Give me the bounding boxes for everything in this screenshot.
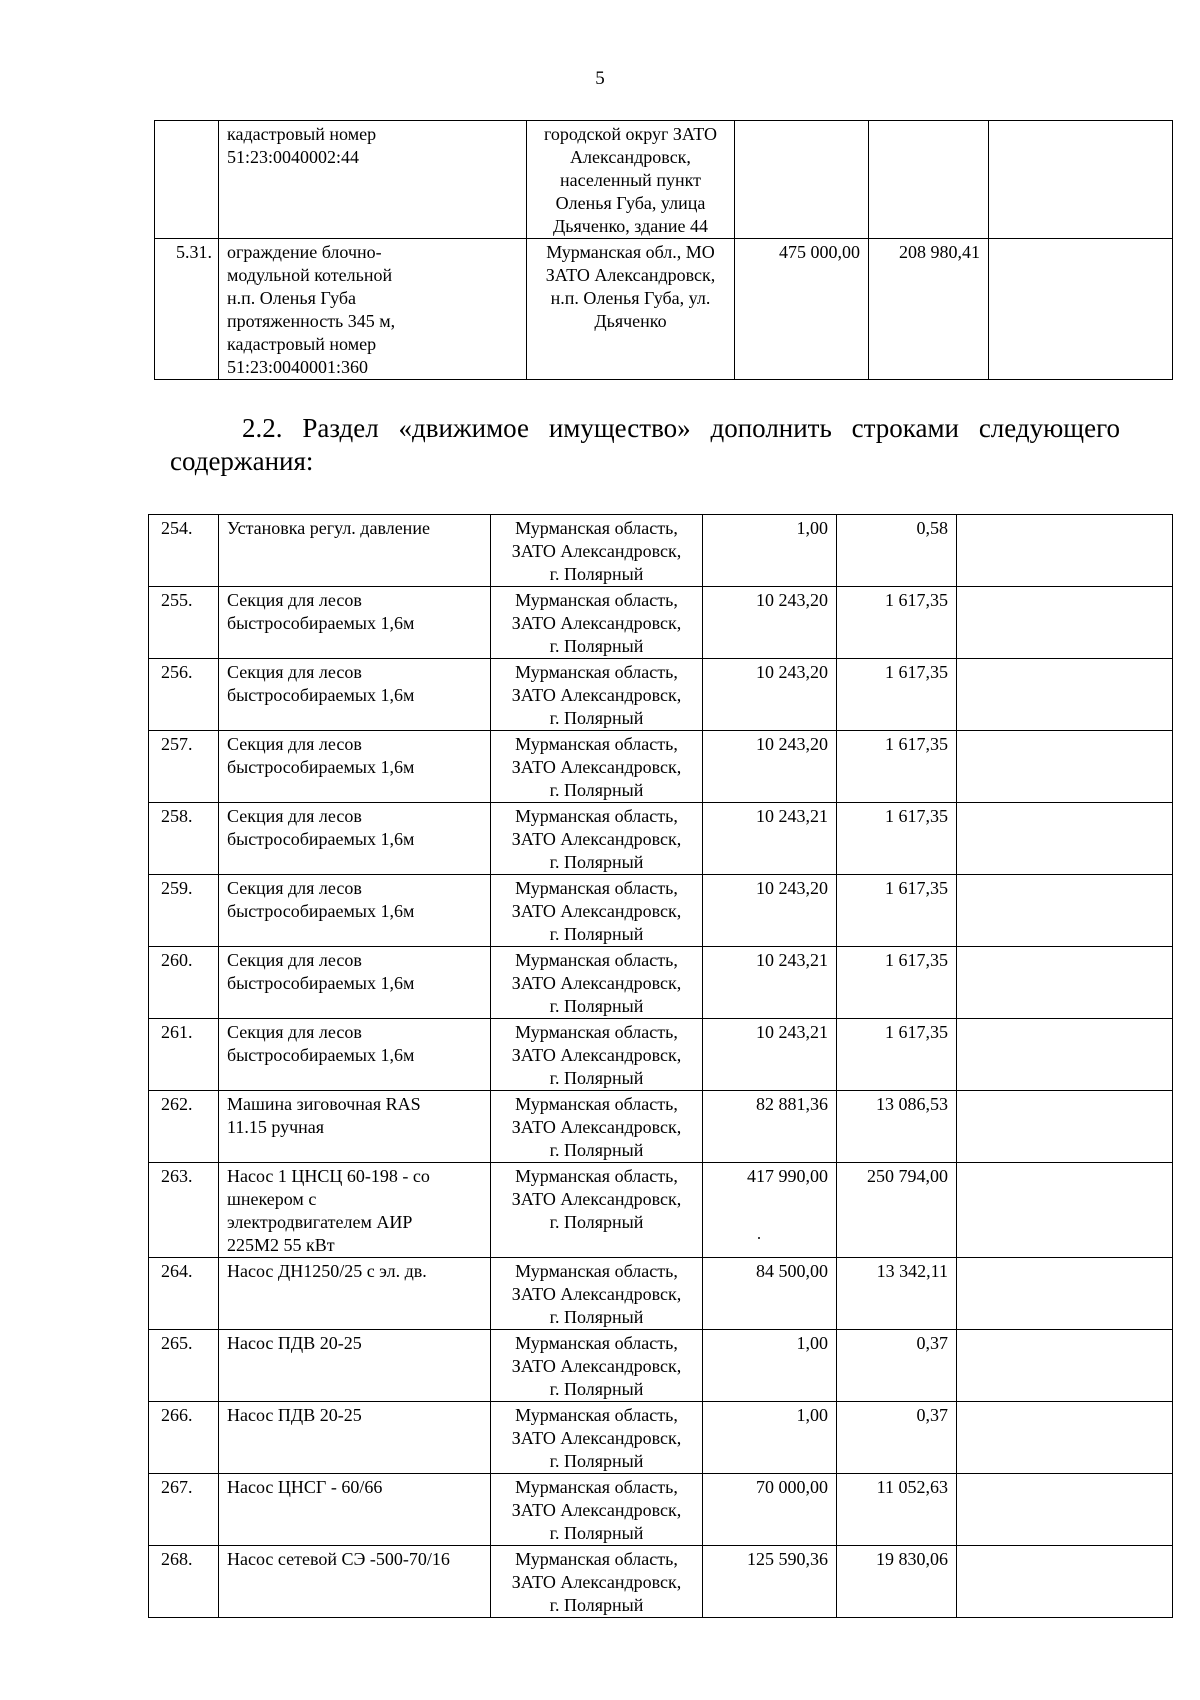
table-row	[149, 1330, 1173, 1402]
item-address-line: Мурманская область,	[515, 1333, 678, 1353]
item-name-line: шнекером с	[227, 1189, 317, 1209]
paragraph-line-1	[170, 412, 1120, 445]
item-name-line: электродвигателем АИР	[227, 1212, 413, 1232]
row-number-line: 263.	[161, 1166, 193, 1186]
item-name	[219, 1019, 491, 1091]
residual-value	[837, 1258, 957, 1330]
item-address-line: Мурманская область,	[515, 1477, 678, 1497]
row-number-line: 264.	[161, 1261, 193, 1281]
item-address	[491, 1330, 703, 1402]
book-value-line: 10 243,21	[756, 1022, 828, 1042]
row-number-line: 268.	[161, 1549, 193, 1569]
empty-cell	[957, 875, 1173, 947]
item-name-line: Секция для лесов	[227, 662, 362, 682]
row-number	[149, 515, 219, 587]
book-value	[703, 1163, 837, 1258]
residual-value	[837, 731, 957, 803]
item-address	[527, 121, 735, 239]
residual-value	[837, 659, 957, 731]
item-address-line: населенный пункт	[560, 170, 701, 190]
item-name-line: Насос 1 ЦНСЦ 60-198 - со	[227, 1166, 430, 1186]
table-row	[149, 587, 1173, 659]
item-address	[527, 239, 735, 380]
item-name	[219, 587, 491, 659]
empty-cell	[957, 1091, 1173, 1163]
row-number-line: 255.	[161, 590, 193, 610]
item-address	[491, 1163, 703, 1258]
item-name-line: н.п. Оленья Губа	[227, 288, 356, 308]
book-value-line: 70 000,00	[756, 1477, 828, 1497]
item-address-line: г. Полярный	[549, 564, 644, 584]
item-name-line: Насос ПДВ 20-25	[227, 1333, 362, 1353]
residual-value-line: 19 830,06	[876, 1549, 948, 1569]
item-name	[219, 1474, 491, 1546]
row-number-line: 267.	[161, 1477, 193, 1497]
table-row	[149, 1546, 1173, 1618]
item-address-line: Мурманская область,	[515, 1549, 678, 1569]
item-address-line: ЗАТО Александровск,	[511, 1428, 682, 1448]
item-address-line: ЗАТО Александровск,	[511, 613, 682, 633]
residual-value	[837, 1474, 957, 1546]
book-value	[703, 731, 837, 803]
item-address	[491, 587, 703, 659]
table-row	[155, 239, 1173, 380]
paragraph-line-2: содержания:	[170, 446, 314, 476]
table-row	[149, 1163, 1173, 1258]
item-address-line: г. Полярный	[549, 996, 644, 1016]
row-number	[149, 1546, 219, 1618]
residual-value-line: 11 052,63	[876, 1477, 948, 1497]
item-name	[219, 1163, 491, 1258]
row-number	[149, 1258, 219, 1330]
residual-value-line: 1 617,35	[885, 1022, 948, 1042]
book-value	[703, 1258, 837, 1330]
item-address-line: г. Полярный	[549, 852, 644, 872]
item-address-line: г. Полярный	[549, 1379, 644, 1399]
book-value	[703, 875, 837, 947]
item-address-line: ЗАТО Александровск,	[511, 1572, 682, 1592]
book-value	[703, 1330, 837, 1402]
item-name	[219, 239, 527, 380]
item-name-line: быстрособираемых 1,6м	[227, 685, 415, 705]
item-name-line: модульной котельной	[227, 265, 393, 285]
item-name	[219, 1258, 491, 1330]
book-value	[703, 803, 837, 875]
paragraph-word: имущество»	[548, 413, 691, 443]
row-number-line: 258.	[161, 806, 193, 826]
empty-cell	[957, 1474, 1173, 1546]
book-value-line: 82 881,36	[756, 1094, 828, 1114]
item-address-line: Мурманская область,	[515, 1261, 678, 1281]
item-name	[219, 121, 527, 239]
item-address-line: Мурманская область,	[515, 590, 678, 610]
residual-value	[837, 587, 957, 659]
item-name-line: 11.15 ручная	[227, 1117, 325, 1137]
item-address-line: Дьяченко	[594, 311, 667, 331]
residual-value-line: 1 617,35	[885, 590, 948, 610]
item-address-line: ЗАТО Александровск,	[511, 1356, 682, 1376]
table-row	[149, 1474, 1173, 1546]
item-name-line: Секция для лесов	[227, 734, 362, 754]
item-name	[219, 947, 491, 1019]
empty-cell	[989, 239, 1173, 380]
empty-cell	[957, 1330, 1173, 1402]
residual-value-line: 1 617,35	[885, 878, 948, 898]
book-value-line: 10 243,20	[756, 878, 828, 898]
empty-cell	[989, 121, 1173, 239]
row-number	[149, 731, 219, 803]
table-row	[149, 1402, 1173, 1474]
item-name-line: ограждение блочно-	[227, 242, 382, 262]
item-name-line: 51:23:0040001:360	[227, 357, 369, 377]
item-address-line: ЗАТО Александровск,	[511, 757, 682, 777]
item-address-line: ЗАТО Александровск,	[511, 1500, 682, 1520]
item-name	[219, 659, 491, 731]
item-name	[219, 803, 491, 875]
book-value-line: 10 243,20	[756, 734, 828, 754]
item-name-line: Установка регул. давление	[227, 518, 430, 538]
item-name-line: Насос ЦНСГ - 60/66	[227, 1477, 383, 1497]
row-number	[149, 1163, 219, 1258]
empty-cell	[957, 1258, 1173, 1330]
item-name-line: быстрособираемых 1,6м	[227, 757, 415, 777]
item-address-line: г. Полярный	[549, 1068, 644, 1088]
item-name-line: кадастровый номер	[227, 124, 377, 144]
residual-value	[837, 1019, 957, 1091]
item-name	[219, 1091, 491, 1163]
residual-value	[869, 239, 989, 380]
item-address-line: ЗАТО Александровск,	[511, 1045, 682, 1065]
item-name	[219, 515, 491, 587]
residual-value	[837, 1546, 957, 1618]
row-number-line: 256.	[161, 662, 193, 682]
item-name-line: кадастровый номер	[227, 334, 377, 354]
item-address-line: г. Полярный	[549, 1595, 644, 1615]
residual-value	[837, 947, 957, 1019]
item-name-line: Секция для лесов	[227, 1022, 362, 1042]
book-value	[703, 1546, 837, 1618]
item-name-line: Насос ПДВ 20-25	[227, 1405, 362, 1425]
residual-value-line: 1 617,35	[885, 806, 948, 826]
table-row	[149, 659, 1173, 731]
item-address-line: городской округ ЗАТО	[543, 124, 718, 144]
item-name	[219, 1546, 491, 1618]
paragraph-word: дополнить	[710, 413, 832, 443]
item-address	[491, 731, 703, 803]
scan-speck	[758, 1237, 760, 1239]
item-address-line: Мурманская область,	[515, 1022, 678, 1042]
row-number-line: 5.31.	[176, 242, 212, 262]
item-address-line: Оленья Губа, улица	[555, 193, 706, 213]
item-address-line: Мурманская область,	[515, 662, 678, 682]
empty-cell	[957, 1402, 1173, 1474]
residual-value	[837, 1163, 957, 1258]
item-address-line: г. Полярный	[549, 780, 644, 800]
row-number	[149, 1091, 219, 1163]
empty-cell	[957, 587, 1173, 659]
row-number-line: 260.	[161, 950, 193, 970]
row-number-line: 261.	[161, 1022, 193, 1042]
book-value	[703, 1402, 837, 1474]
item-address-line: ЗАТО Александровск,	[511, 685, 682, 705]
book-value	[703, 1091, 837, 1163]
book-value-line: 10 243,20	[756, 590, 828, 610]
book-value	[703, 947, 837, 1019]
item-address	[491, 803, 703, 875]
item-name-line: Насос ДН1250/25 с эл. дв.	[227, 1261, 427, 1281]
item-address-line: г. Полярный	[549, 1307, 644, 1327]
table-row	[149, 803, 1173, 875]
row-number	[155, 121, 219, 239]
row-number	[149, 1330, 219, 1402]
item-name-line: Секция для лесов	[227, 590, 362, 610]
residual-value	[869, 121, 989, 239]
item-address-line: г. Полярный	[549, 1451, 644, 1471]
item-address	[491, 1258, 703, 1330]
residual-value-line: 0,37	[916, 1405, 948, 1425]
row-number	[149, 947, 219, 1019]
item-name-line: быстрособираемых 1,6м	[227, 613, 415, 633]
table-row	[149, 875, 1173, 947]
item-name-line: Секция для лесов	[227, 950, 362, 970]
residual-value	[837, 1091, 957, 1163]
item-address-line: г. Полярный	[549, 708, 644, 728]
row-number	[149, 875, 219, 947]
item-address	[491, 659, 703, 731]
item-address-line: Мурманская область,	[515, 1094, 678, 1114]
residual-value	[837, 875, 957, 947]
item-address-line: Мурманская область,	[515, 950, 678, 970]
residual-value	[837, 1330, 957, 1402]
book-value-line: 1,00	[796, 1405, 828, 1425]
book-value-line: 10 243,21	[756, 806, 828, 826]
item-address-line: ЗАТО Александровск,	[511, 901, 682, 921]
book-value-line: 125 590,36	[747, 1549, 828, 1569]
residual-value	[837, 515, 957, 587]
paragraph-word: 2.2.	[242, 413, 283, 443]
book-value-line: 1,00	[796, 518, 828, 538]
item-address-line: Александровск,	[570, 147, 691, 167]
empty-cell	[957, 515, 1173, 587]
book-value	[703, 659, 837, 731]
residual-value-line: 1 617,35	[885, 950, 948, 970]
table-row	[149, 1091, 1173, 1163]
row-number-line: 259.	[161, 878, 193, 898]
item-address	[491, 1546, 703, 1618]
residual-value-line: 208 980,41	[899, 242, 980, 262]
item-name-line: Насос сетевой СЭ -500-70/16	[227, 1549, 450, 1569]
item-name-line: быстрособираемых 1,6м	[227, 829, 415, 849]
item-address-line: г. Полярный	[549, 924, 644, 944]
book-value-line: 84 500,00	[756, 1261, 828, 1281]
item-address-line: ЗАТО Александровск,	[545, 265, 716, 285]
section-paragraph	[170, 412, 1120, 478]
item-name-line: 51:23:0040002:44	[227, 147, 360, 167]
item-name-line: Секция для лесов	[227, 806, 362, 826]
empty-cell	[957, 1019, 1173, 1091]
row-number-line: 265.	[161, 1333, 193, 1353]
empty-cell	[957, 947, 1173, 1019]
book-value-line: 475 000,00	[779, 242, 860, 262]
residual-value	[837, 803, 957, 875]
table-row	[149, 1019, 1173, 1091]
item-address-line: г. Полярный	[549, 1140, 644, 1160]
table-row	[155, 121, 1173, 239]
page-number: 5	[595, 68, 605, 89]
residual-value-line: 250 794,00	[867, 1166, 948, 1186]
item-address-line: ЗАТО Александровск,	[511, 1117, 682, 1137]
item-name-line: Секция для лесов	[227, 878, 362, 898]
property-table-top	[154, 120, 1173, 380]
item-name-line: быстрособираемых 1,6м	[227, 901, 415, 921]
empty-cell	[957, 803, 1173, 875]
empty-cell	[957, 1546, 1173, 1618]
book-value	[703, 587, 837, 659]
book-value-line: 417 990,00	[747, 1166, 828, 1186]
item-address	[491, 1474, 703, 1546]
item-address-line: г. Полярный	[549, 1523, 644, 1543]
item-address-line: ЗАТО Александровск,	[511, 1284, 682, 1304]
item-address-line: Мурманская область,	[515, 518, 678, 538]
item-address	[491, 947, 703, 1019]
book-value	[703, 1474, 837, 1546]
item-address-line: г. Полярный	[549, 1212, 644, 1232]
book-value	[735, 121, 869, 239]
item-address	[491, 1402, 703, 1474]
empty-cell	[957, 1163, 1173, 1258]
row-number	[149, 659, 219, 731]
row-number	[155, 239, 219, 380]
item-name-line: протяженность 345 м,	[227, 311, 396, 331]
item-address-line: ЗАТО Александровск,	[511, 973, 682, 993]
table-row	[149, 731, 1173, 803]
movable-property-table	[148, 514, 1173, 1618]
residual-value	[837, 1402, 957, 1474]
residual-value-line: 13 086,53	[876, 1094, 948, 1114]
item-address-line: Мурманская область,	[515, 806, 678, 826]
residual-value-line: 1 617,35	[885, 662, 948, 682]
residual-value-line: 0,58	[916, 518, 948, 538]
book-value-line: 10 243,20	[756, 662, 828, 682]
book-value	[735, 239, 869, 380]
item-address	[491, 515, 703, 587]
table-row	[149, 1258, 1173, 1330]
row-number	[149, 1402, 219, 1474]
row-number	[149, 803, 219, 875]
item-address-line: ЗАТО Александровск,	[511, 1189, 682, 1209]
item-address-line: Дьяченко, здание 44	[553, 216, 708, 236]
row-number-line: 257.	[161, 734, 193, 754]
item-address-line: н.п. Оленья Губа, ул.	[550, 288, 711, 308]
paragraph-word: «движимое	[398, 413, 529, 443]
empty-cell	[957, 659, 1173, 731]
book-value	[703, 515, 837, 587]
book-value-line: 1,00	[796, 1333, 828, 1353]
book-value-line: 10 243,21	[756, 950, 828, 970]
item-name-line: быстрособираемых 1,6м	[227, 973, 415, 993]
table-row	[149, 515, 1173, 587]
item-address-line: Мурманская область,	[515, 878, 678, 898]
empty-cell	[957, 731, 1173, 803]
item-name-line: 225М2 55 кВт	[227, 1235, 335, 1255]
row-number	[149, 587, 219, 659]
paragraph-word: следующего	[978, 413, 1120, 443]
item-address-line: Мурманская область,	[515, 734, 678, 754]
row-number-line: 266.	[161, 1405, 193, 1425]
item-name-line: быстрособираемых 1,6м	[227, 1045, 415, 1065]
item-address-line: Мурманская область,	[515, 1405, 678, 1425]
row-number-line: 262.	[161, 1094, 193, 1114]
item-name	[219, 1330, 491, 1402]
residual-value-line: 0,37	[916, 1333, 948, 1353]
residual-value-line: 13 342,11	[876, 1261, 948, 1281]
row-number	[149, 1019, 219, 1091]
item-address	[491, 1091, 703, 1163]
book-value	[703, 1019, 837, 1091]
item-address-line: г. Полярный	[549, 636, 644, 656]
item-address-line: Мурманская обл., МО	[546, 242, 715, 262]
item-name	[219, 731, 491, 803]
row-number	[149, 1474, 219, 1546]
paragraph-word: Раздел	[302, 413, 379, 443]
item-address-line: ЗАТО Александровск,	[511, 829, 682, 849]
table-row	[149, 947, 1173, 1019]
item-address	[491, 875, 703, 947]
item-name-line: Машина зиговочная RAS	[227, 1094, 421, 1114]
item-address	[491, 1019, 703, 1091]
item-address-line: ЗАТО Александровск,	[511, 541, 682, 561]
item-name	[219, 875, 491, 947]
paragraph-word: строками	[851, 413, 959, 443]
residual-value-line: 1 617,35	[885, 734, 948, 754]
row-number-line: 254.	[161, 518, 193, 538]
item-name	[219, 1402, 491, 1474]
item-address-line: Мурманская область,	[515, 1166, 678, 1186]
